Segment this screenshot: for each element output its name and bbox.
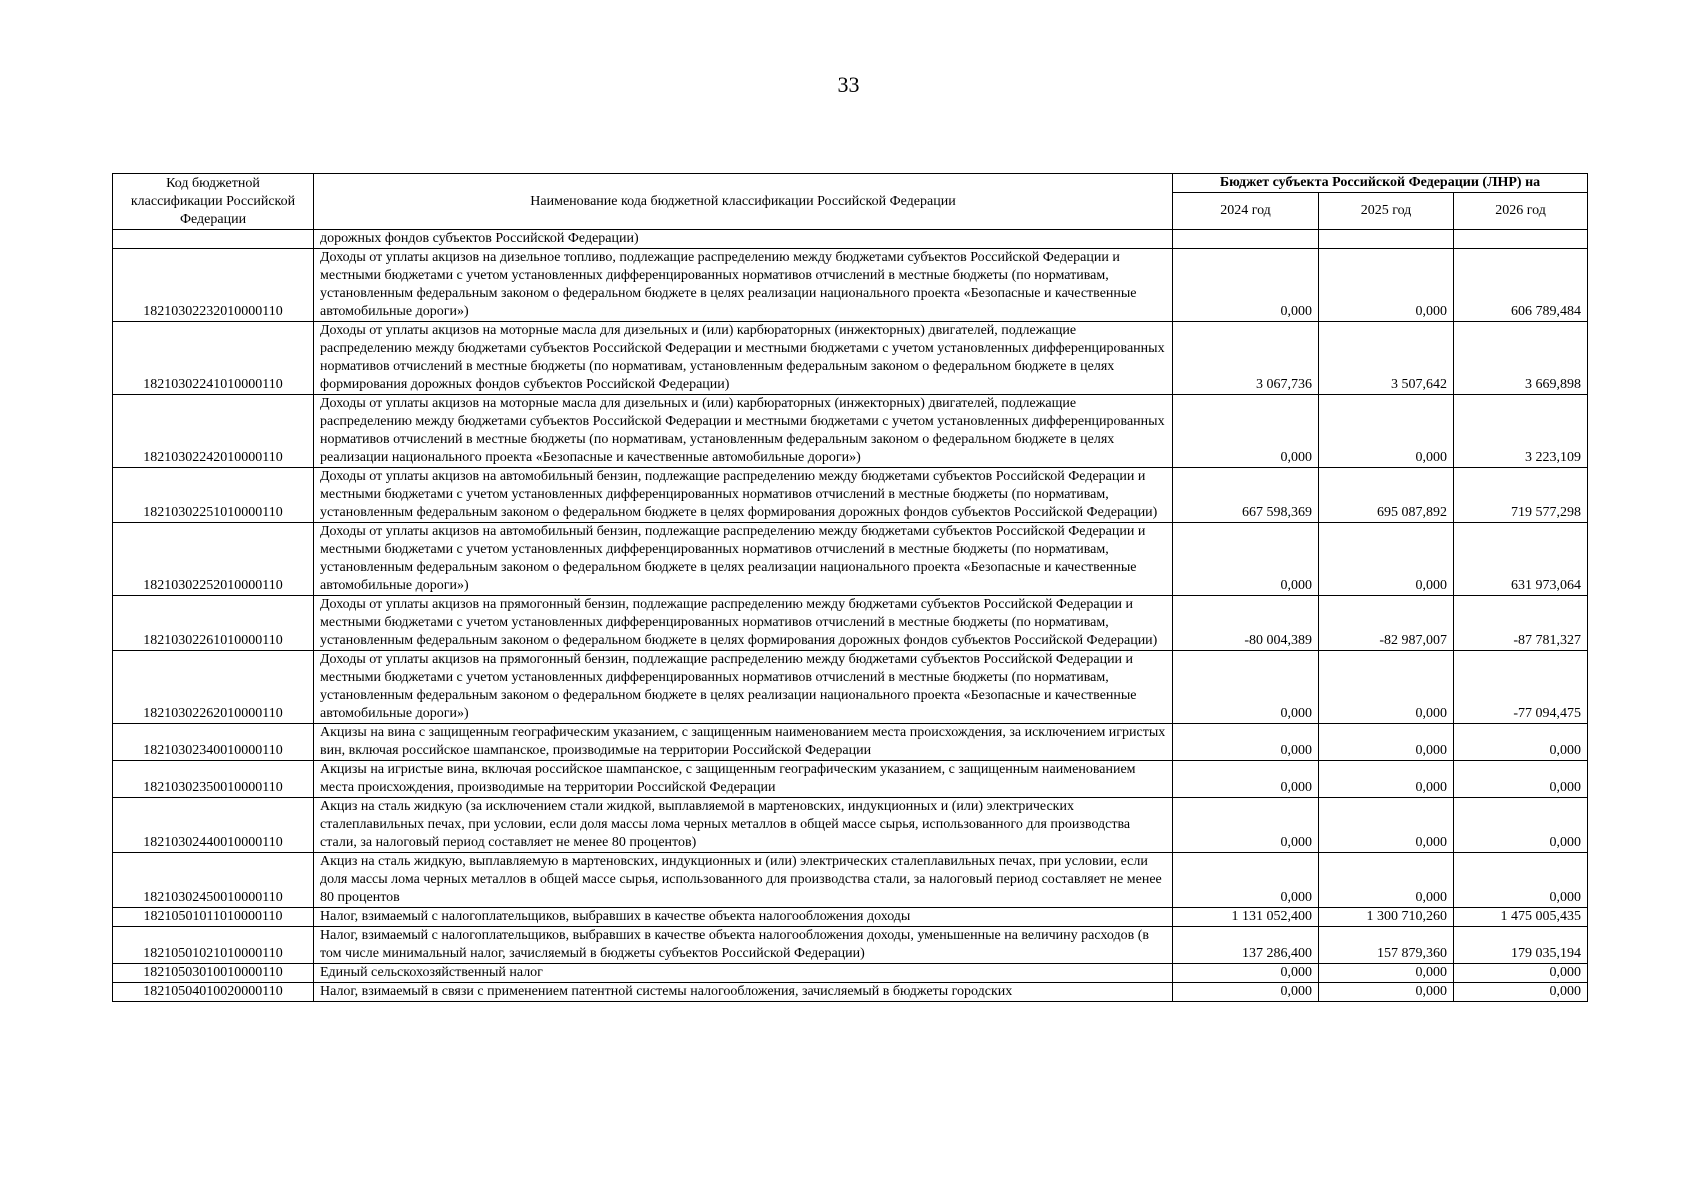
value-2025-cell: 157 879,360 xyxy=(1319,927,1454,964)
value-2026-cell: 0,000 xyxy=(1454,983,1588,1002)
value-2024-cell: 0,000 xyxy=(1173,651,1319,724)
budget-code-cell: 18210302251010000110 xyxy=(113,468,314,523)
value-2025-cell: 0,000 xyxy=(1319,395,1454,468)
table-row xyxy=(113,230,1588,249)
budget-code-cell: 18210302241010000110 xyxy=(113,322,314,395)
budget-code-cell: 18210302450010000110 xyxy=(113,853,314,908)
value-2026-cell: 0,000 xyxy=(1454,761,1588,798)
value-2026-cell: -77 094,475 xyxy=(1454,651,1588,724)
table-body xyxy=(113,230,1588,1002)
value-2025-cell: 0,000 xyxy=(1319,964,1454,983)
value-2025-cell: 0,000 xyxy=(1319,724,1454,761)
page-number: 33 xyxy=(837,72,860,97)
value-2025-cell: -82 987,007 xyxy=(1319,596,1454,651)
value-2024-cell: -80 004,389 xyxy=(1173,596,1319,651)
value-2025-cell: 0,000 xyxy=(1319,651,1454,724)
revenue-name-cell: Акцизы на игристые вина, включая российское шампанское, с защищенным географическим указанием, с защищенным наименованием места происхождения, производимые на территории Российской Федерации xyxy=(314,761,1173,798)
budget-code-cell: 18210302350010000110 xyxy=(113,761,314,798)
value-2025-cell: 0,000 xyxy=(1319,983,1454,1002)
budget-code-cell: 18210504010020000110 xyxy=(113,983,314,1002)
value-2025-cell: 695 087,892 xyxy=(1319,468,1454,523)
budget-code-cell: 18210302261010000110 xyxy=(113,596,314,651)
table-row xyxy=(113,249,1588,322)
revenue-name-cell: дорожных фондов субъектов Российской Федерации) xyxy=(314,230,1173,249)
budget-code-cell xyxy=(113,230,314,249)
value-2026-cell: 0,000 xyxy=(1454,964,1588,983)
value-2026-cell: 3 223,109 xyxy=(1454,395,1588,468)
value-2025-cell: 0,000 xyxy=(1319,523,1454,596)
value-2026-cell: 606 789,484 xyxy=(1454,249,1588,322)
revenue-name-cell: Доходы от уплаты акцизов на моторные масла для дизельных и (или) карбюраторных (инжекторных) двигателей, подлежащие распределению между бюджетами субъектов Российской Федерации и местными бюджетами с учетом установленных дифференцированных нормативов отчислений в местные бюджеты (по нормативам, установленным федеральным законом о федеральном бюджете в целях формирования дорожных фондов субъектов Российской Федерации) xyxy=(314,322,1173,395)
header-budget-group: Бюджет субъекта Российской Федерации (ЛНР) на xyxy=(1173,174,1588,193)
budget-code-cell: 18210302262010000110 xyxy=(113,651,314,724)
value-2024-cell: 667 598,369 xyxy=(1173,468,1319,523)
value-2025-cell: 1 300 710,260 xyxy=(1319,908,1454,927)
table-row xyxy=(113,964,1588,983)
value-2024-cell: 0,000 xyxy=(1173,395,1319,468)
value-2025-cell xyxy=(1319,230,1454,249)
budget-revenue-table xyxy=(112,173,1588,1002)
value-2025-cell: 0,000 xyxy=(1319,798,1454,853)
value-2026-cell: 0,000 xyxy=(1454,853,1588,908)
budget-code-cell: 18210501011010000110 xyxy=(113,908,314,927)
revenue-name-cell: Налог, взимаемый в связи с применением патентной системы налогообложения, зачисляемый в бюджеты городских xyxy=(314,983,1173,1002)
value-2024-cell: 0,000 xyxy=(1173,798,1319,853)
table-row xyxy=(113,983,1588,1002)
revenue-name-cell: Доходы от уплаты акцизов на моторные масла для дизельных и (или) карбюраторных (инжекторных) двигателей, подлежащие распределению между бюджетами субъектов Российской Федерации и местными бюджетами с учетом установленных дифференцированных нормативов отчислений в местные бюджеты (по нормативам, установленным федеральным законом о федеральном бюджете в целях реализации национального проекта «Безопасные и качественные автомобильные дороги») xyxy=(314,395,1173,468)
value-2026-cell: -87 781,327 xyxy=(1454,596,1588,651)
revenue-name-cell: Налог, взимаемый с налогоплательщиков, выбравших в качестве объекта налогообложения доходы, уменьшенные на величину расходов (в том числе минимальный налог, зачисляемый в бюджеты субъектов Российской Федерации) xyxy=(314,927,1173,964)
value-2026-cell: 3 669,898 xyxy=(1454,322,1588,395)
budget-code-cell: 18210302232010000110 xyxy=(113,249,314,322)
revenue-name-cell: Доходы от уплаты акцизов на прямогонный бензин, подлежащие распределению между бюджетами субъектов Российской Федерации и местными бюджетами с учетом установленных дифференцированных нормативов отчислений в местные бюджеты (по нормативам, установленным федеральным законом о федеральном бюджете в целях реализации национального проекта «Безопасные и качественные автомобильные дороги») xyxy=(314,651,1173,724)
table-row xyxy=(113,927,1588,964)
value-2024-cell: 0,000 xyxy=(1173,853,1319,908)
value-2024-cell: 1 131 052,400 xyxy=(1173,908,1319,927)
value-2025-cell: 0,000 xyxy=(1319,853,1454,908)
revenue-name-cell: Доходы от уплаты акцизов на автомобильный бензин, подлежащие распределению между бюджетами субъектов Российской Федерации и местными бюджетами с учетом установленных дифференцированных нормативов отчислений в местные бюджеты (по нормативам, установленным федеральным законом о федеральном бюджете в целях реализации национального проекта «Безопасные и качественные автомобильные дороги») xyxy=(314,523,1173,596)
value-2024-cell: 0,000 xyxy=(1173,983,1319,1002)
value-2024-cell: 0,000 xyxy=(1173,964,1319,983)
header-code-column: Код бюджетной классификации Российской Федерации xyxy=(113,174,314,230)
budget-code-cell: 18210501021010000110 xyxy=(113,927,314,964)
budget-code-cell: 18210302252010000110 xyxy=(113,523,314,596)
value-2026-cell xyxy=(1454,230,1588,249)
table-row xyxy=(113,596,1588,651)
value-2025-cell: 0,000 xyxy=(1319,761,1454,798)
header-year-2026: 2026 год xyxy=(1454,193,1588,230)
header-year-2024: 2024 год xyxy=(1173,193,1319,230)
revenue-name-cell: Доходы от уплаты акцизов на автомобильный бензин, подлежащие распределению между бюджетами субъектов Российской Федерации и местными бюджетами с учетом установленных дифференцированных нормативов отчислений в местные бюджеты (по нормативам, установленным федеральным законом о федеральном бюджете в целях формирования дорожных фондов субъектов Российской Федерации) xyxy=(314,468,1173,523)
budget-code-cell: 18210302440010000110 xyxy=(113,798,314,853)
value-2024-cell: 0,000 xyxy=(1173,724,1319,761)
budget-code-cell: 18210503010010000110 xyxy=(113,964,314,983)
value-2026-cell: 0,000 xyxy=(1454,798,1588,853)
table-row xyxy=(113,651,1588,724)
revenue-name-cell: Акцизы на вина с защищенным географическим указанием, с защищенным наименованием места происхождения, за исключением игристых вин, включая российское шампанское, производимые на территории Российской Федерации xyxy=(314,724,1173,761)
value-2025-cell: 3 507,642 xyxy=(1319,322,1454,395)
table-row xyxy=(113,523,1588,596)
table-row xyxy=(113,322,1588,395)
revenue-name-cell: Доходы от уплаты акцизов на дизельное топливо, подлежащие распределению между бюджетами субъектов Российской Федерации и местными бюджетами с учетом установленных дифференцированных нормативов отчислений в местные бюджеты (по нормативам, установленным федеральным законом о федеральном бюджете в целях реализации национального проекта «Безопасные и качественные автомобильные дороги») xyxy=(314,249,1173,322)
value-2024-cell: 0,000 xyxy=(1173,523,1319,596)
value-2024-cell xyxy=(1173,230,1319,249)
table-row xyxy=(113,761,1588,798)
table-row xyxy=(113,395,1588,468)
value-2024-cell: 0,000 xyxy=(1173,761,1319,798)
revenue-name-cell: Акциз на сталь жидкую, выплавляемую в мартеновских, индукционных и (или) электрических сталеплавильных печах, при условии, если доля массы лома черных металлов в общей массе сырья, использованного для производства стали, за налоговый период составляет не менее 80 процентов xyxy=(314,853,1173,908)
value-2024-cell: 0,000 xyxy=(1173,249,1319,322)
table-row xyxy=(113,908,1588,927)
table-row xyxy=(113,724,1588,761)
value-2026-cell: 179 035,194 xyxy=(1454,927,1588,964)
table-row xyxy=(113,798,1588,853)
table-row xyxy=(113,853,1588,908)
budget-code-cell: 18210302340010000110 xyxy=(113,724,314,761)
revenue-name-cell: Налог, взимаемый с налогоплательщиков, выбравших в качестве объекта налогообложения доходы xyxy=(314,908,1173,927)
value-2024-cell: 3 067,736 xyxy=(1173,322,1319,395)
value-2025-cell: 0,000 xyxy=(1319,249,1454,322)
value-2026-cell: 1 475 005,435 xyxy=(1454,908,1588,927)
revenue-name-cell: Доходы от уплаты акцизов на прямогонный бензин, подлежащие распределению между бюджетами субъектов Российской Федерации и местными бюджетами с учетом установленных дифференцированных нормативов отчислений в местные бюджеты (по нормативам, установленным федеральным законом о федеральном бюджете в целях формирования дорожных фондов субъектов Российской Федерации) xyxy=(314,596,1173,651)
value-2024-cell: 137 286,400 xyxy=(1173,927,1319,964)
revenue-name-cell: Акциз на сталь жидкую (за исключением стали жидкой, выплавляемой в мартеновских, индукционных и (или) электрических сталеплавильных печах, при условии, если доля массы лома черных металлов в общей массе сырья, использованного для производства стали, за налоговый период составляет не менее 80 процентов) xyxy=(314,798,1173,853)
value-2026-cell: 0,000 xyxy=(1454,724,1588,761)
value-2026-cell: 631 973,064 xyxy=(1454,523,1588,596)
table-row xyxy=(113,468,1588,523)
header-name-column: Наименование кода бюджетной классификации Российской Федерации xyxy=(314,174,1173,230)
revenue-name-cell: Единый сельскохозяйственный налог xyxy=(314,964,1173,983)
header-year-2025: 2025 год xyxy=(1319,193,1454,230)
budget-code-cell: 18210302242010000110 xyxy=(113,395,314,468)
value-2026-cell: 719 577,298 xyxy=(1454,468,1588,523)
